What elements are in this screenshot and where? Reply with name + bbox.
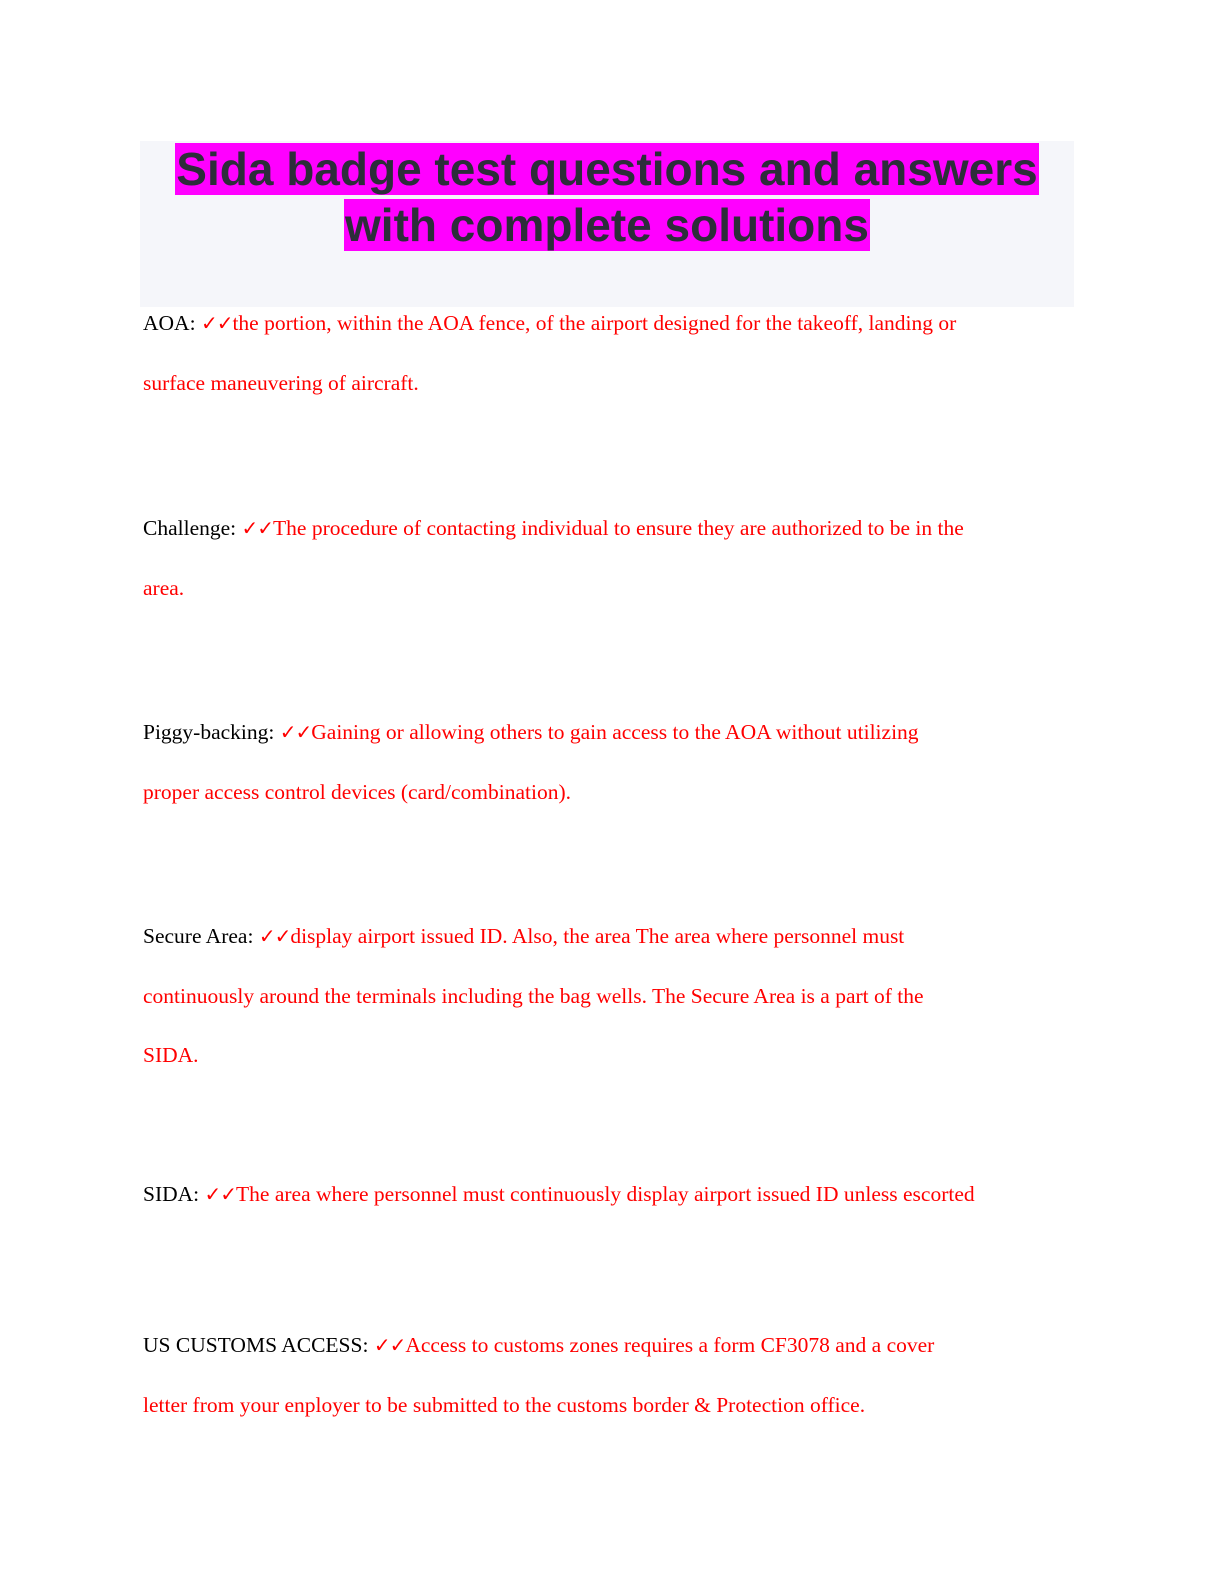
answer-text-continued: letter from your enployer to be submitted to the customs border & Protection office. bbox=[143, 1392, 866, 1417]
answer-text: display airport issued ID. Also, the area The area where personnel must bbox=[290, 924, 905, 948]
term-label: SIDA: bbox=[143, 1182, 205, 1206]
double-check-icon: ✓✓ bbox=[279, 720, 312, 744]
term-label: Challenge: bbox=[143, 516, 242, 540]
qa-entry-line bbox=[143, 294, 1078, 354]
answer-text-continued: SIDA. bbox=[143, 1043, 199, 1067]
term-label: Piggy-backing: bbox=[143, 720, 280, 744]
answer-text-continued: proper access control devices (card/combination). bbox=[143, 779, 572, 804]
qa-entry-us-customs-access bbox=[143, 1316, 1078, 1435]
answer-text: the portion, within the AOA fence, of the airport designed for the takeoff, landing or bbox=[232, 311, 957, 335]
answer-text: Gaining or allowing others to gain access to the AOA without utilizing bbox=[311, 720, 919, 744]
qa-entry-secure-area bbox=[143, 907, 1078, 1086]
term-label: US CUSTOMS ACCESS: bbox=[143, 1333, 374, 1357]
qa-entry-line bbox=[143, 1165, 1078, 1225]
double-check-icon: ✓✓ bbox=[258, 924, 291, 948]
term-label: AOA: bbox=[143, 311, 201, 335]
answer-text-continued: continuously around the terminals including the bag wells. The Secure Area is a part of the bbox=[143, 983, 924, 1008]
answer-text-continued: surface maneuvering of aircraft. bbox=[143, 370, 419, 395]
qa-entry-piggy-backing bbox=[143, 703, 1078, 822]
answer-text: Access to customs zones requires a form CF3078 and a cover bbox=[405, 1333, 935, 1357]
double-check-icon: ✓✓ bbox=[200, 311, 233, 335]
qa-entry-challenge bbox=[143, 499, 1078, 618]
answer-text: The area where personnel must continuously display airport issued ID unless escorted bbox=[236, 1182, 975, 1206]
qa-entry-line bbox=[143, 499, 1078, 559]
title-line-1: Sida badge test questions and answers bbox=[176, 143, 1038, 195]
qa-entry-line bbox=[143, 907, 1078, 967]
answer-text-continued: area. bbox=[143, 575, 185, 600]
title-line-2: with complete solutions bbox=[345, 199, 869, 251]
qa-entry-line bbox=[143, 1316, 1078, 1376]
double-check-icon: ✓✓ bbox=[241, 516, 274, 540]
double-check-icon: ✓✓ bbox=[373, 1333, 406, 1357]
answer-text: The procedure of contacting individual to ensure they are authorized to be in the bbox=[273, 516, 964, 540]
qa-entry-line bbox=[143, 703, 1078, 763]
double-check-icon: ✓✓ bbox=[204, 1182, 237, 1206]
qa-entry-aoa bbox=[143, 294, 1078, 413]
term-label: Secure Area: bbox=[143, 924, 259, 948]
document-title bbox=[140, 141, 1074, 253]
qa-entry-sida bbox=[143, 1165, 1078, 1225]
